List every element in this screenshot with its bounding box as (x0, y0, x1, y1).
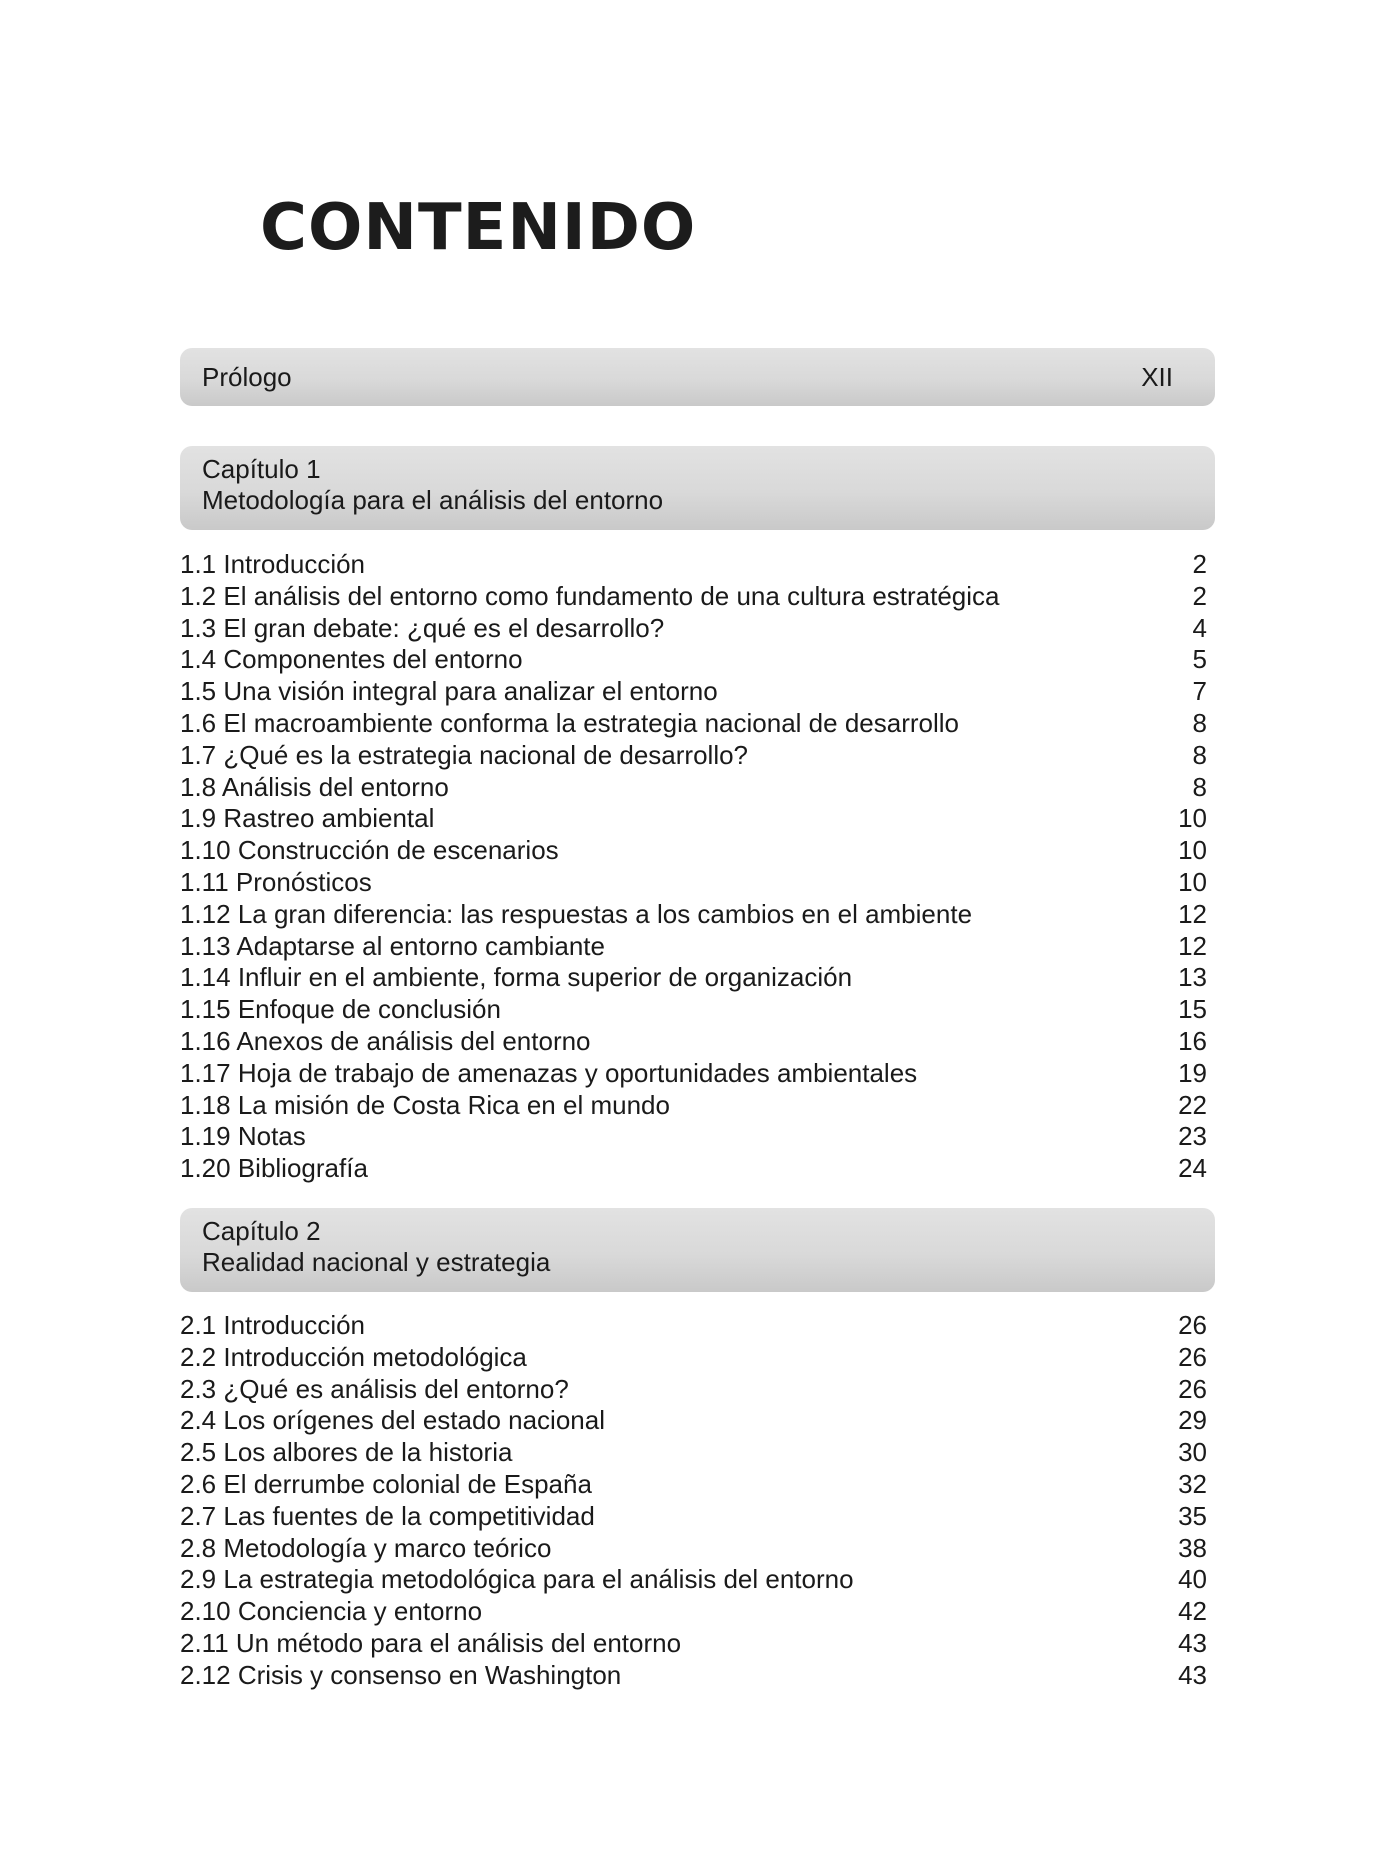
chapter-title: Realidad nacional y estrategia (202, 1247, 551, 1277)
chapter-1-header[interactable] (180, 446, 1215, 530)
prologo-label: Prólogo (202, 361, 292, 392)
toc-entry[interactable] (180, 1501, 1207, 1533)
toc-entry[interactable] (180, 772, 1207, 804)
toc-entry-page: 10 (1178, 835, 1207, 866)
toc-entry-page: 29 (1178, 1405, 1207, 1436)
toc-entry-page: 4 (1192, 612, 1207, 643)
prologo-entry[interactable] (180, 348, 1215, 406)
toc-entry-page: 7 (1192, 676, 1207, 707)
chapter-2-header[interactable] (180, 1208, 1215, 1292)
toc-entry[interactable] (180, 1596, 1207, 1628)
toc-entry[interactable] (180, 613, 1207, 645)
toc-entry-label: 1.7 ¿Qué es la estrategia nacional de desarrollo? (180, 739, 749, 770)
toc-entry[interactable] (180, 740, 1207, 772)
toc-entry[interactable] (180, 1628, 1207, 1660)
chapter-number: Capítulo 1 (202, 454, 321, 484)
toc-entry[interactable] (180, 549, 1207, 581)
toc-entry-label: 1.12 La gran diferencia: las respuestas a los cambios en el ambiente (180, 898, 973, 929)
toc-entry[interactable] (180, 803, 1207, 835)
toc-entry-label: 2.10 Conciencia y entorno (180, 1596, 483, 1627)
toc-entry[interactable] (180, 1153, 1207, 1185)
toc-entry[interactable] (180, 899, 1207, 931)
toc-entry-label: 2.11 Un método para el análisis del entorno (180, 1627, 682, 1658)
toc-entry[interactable] (180, 835, 1207, 867)
toc-entry-label: 1.6 El macroambiente conforma la estrategia nacional de desarrollo (180, 707, 959, 738)
toc-entry-label: 2.5 Los albores de la historia (180, 1437, 513, 1468)
toc-entry-label: 1.3 El gran debate: ¿qué es el desarrollo? (180, 612, 665, 643)
toc-entry-page: 26 (1178, 1373, 1207, 1404)
toc-entry[interactable] (180, 994, 1207, 1026)
toc-entry-label: 1.17 Hoja de trabajo de amenazas y oportunidades ambientales (180, 1057, 918, 1088)
toc-entry-label: 2.8 Metodología y marco teórico (180, 1532, 552, 1563)
toc-entry-page: 15 (1178, 994, 1207, 1025)
toc-entry-page: 30 (1178, 1437, 1207, 1468)
toc-entry[interactable] (180, 1405, 1207, 1437)
toc-entry-page: 38 (1178, 1532, 1207, 1563)
toc-entry-page: 8 (1192, 739, 1207, 770)
toc-entry-label: 1.16 Anexos de análisis del entorno (180, 1025, 591, 1056)
toc-entry[interactable] (180, 1342, 1207, 1374)
toc-entry-page: 2 (1192, 580, 1207, 611)
toc-entry-page: 12 (1178, 898, 1207, 929)
toc-entry[interactable] (180, 644, 1207, 676)
chapter-number: Capítulo 2 (202, 1216, 321, 1246)
toc-entry-label: 2.9 La estrategia metodológica para el análisis del entorno (180, 1564, 854, 1595)
toc-entry-page: 42 (1178, 1596, 1207, 1627)
toc-entry[interactable] (180, 1564, 1207, 1596)
toc-entry-label: 1.8 Análisis del entorno (180, 771, 449, 802)
toc-entry-label: 1.14 Influir en el ambiente, forma superior de organización (180, 962, 853, 993)
toc-entry-page: 12 (1178, 930, 1207, 961)
toc-entry-label: 1.20 Bibliografía (180, 1153, 368, 1184)
toc-entry[interactable] (180, 1310, 1207, 1342)
toc-entry-label: 1.1 Introducción (180, 549, 366, 579)
toc-entry-label: 1.10 Construcción de escenarios (180, 835, 559, 866)
toc-entry-page: 32 (1178, 1468, 1207, 1499)
chapter-title: Metodología para el análisis del entorno (202, 485, 664, 515)
toc-entry[interactable] (180, 1121, 1207, 1153)
toc-entry-label: 1.18 La misión de Costa Rica en el mundo (180, 1089, 670, 1120)
toc-entry-page: 22 (1178, 1089, 1207, 1120)
toc-entry-label: 1.9 Rastreo ambiental (180, 803, 435, 834)
chapter-2-entries (180, 1310, 1207, 1692)
toc-entry-label: 2.2 Introducción metodológica (180, 1341, 527, 1372)
toc-entry-page: 10 (1178, 866, 1207, 897)
toc-entry-label: 2.6 El derrumbe colonial de España (180, 1468, 592, 1499)
toc-entry-label: 1.19 Notas (180, 1121, 306, 1152)
toc-entry-label: 1.4 Componentes del entorno (180, 644, 523, 675)
toc-entry[interactable] (180, 931, 1207, 963)
toc-entry[interactable] (180, 708, 1207, 740)
toc-entry[interactable] (180, 1437, 1207, 1469)
toc-entry-label: 2.3 ¿Qué es análisis del entorno? (180, 1373, 569, 1404)
chapter-1-entries (180, 549, 1207, 1185)
toc-entry-page: 10 (1178, 803, 1207, 834)
toc-entry[interactable] (180, 962, 1207, 994)
toc-entry-page: 35 (1178, 1500, 1207, 1531)
toc-entry[interactable] (180, 1660, 1207, 1692)
toc-entry-page: 8 (1192, 707, 1207, 738)
toc-entry-page: 23 (1178, 1121, 1207, 1152)
toc-entry-label: 1.13 Adaptarse al entorno cambiante (180, 930, 605, 961)
toc-entry-page: 19 (1178, 1057, 1207, 1088)
toc-entry-page: 2 (1192, 549, 1207, 579)
toc-entry-page: 43 (1178, 1627, 1207, 1658)
toc-entry-label: 1.5 Una visión integral para analizar el entorno (180, 676, 718, 707)
toc-entry[interactable] (180, 1090, 1207, 1122)
toc-entry[interactable] (180, 1469, 1207, 1501)
prologo-page: XII (1141, 361, 1173, 392)
toc-entry-label: 1.2 El análisis del entorno como fundamento de una cultura estratégica (180, 580, 1000, 611)
toc-entry[interactable] (180, 676, 1207, 708)
page-title: CONTENIDO (260, 191, 697, 265)
toc-entry-page: 26 (1178, 1310, 1207, 1340)
toc-entry[interactable] (180, 867, 1207, 899)
toc-entry-label: 1.15 Enfoque de conclusión (180, 994, 501, 1025)
toc-entry[interactable] (180, 1374, 1207, 1406)
toc-entry-label: 1.11 Pronósticos (180, 866, 372, 897)
toc-entry-page: 26 (1178, 1341, 1207, 1372)
toc-entry-page: 13 (1178, 962, 1207, 993)
toc-entry[interactable] (180, 1026, 1207, 1058)
toc-entry-label: 2.1 Introducción (180, 1310, 366, 1340)
toc-entry-page: 24 (1178, 1153, 1207, 1184)
toc-entry-page: 16 (1178, 1025, 1207, 1056)
toc-entry-page: 40 (1178, 1564, 1207, 1595)
toc-entry-label: 2.7 Las fuentes de la competitividad (180, 1500, 595, 1531)
toc-entry-page: 5 (1192, 644, 1207, 675)
toc-entry-label: 2.12 Crisis y consenso en Washington (180, 1659, 622, 1690)
toc-entry[interactable] (180, 1058, 1207, 1090)
toc-entry-label: 2.4 Los orígenes del estado nacional (180, 1405, 605, 1436)
toc-entry-page: 8 (1192, 771, 1207, 802)
toc-entry[interactable] (180, 1533, 1207, 1565)
toc-entry-page: 43 (1178, 1659, 1207, 1690)
toc-entry[interactable] (180, 581, 1207, 613)
